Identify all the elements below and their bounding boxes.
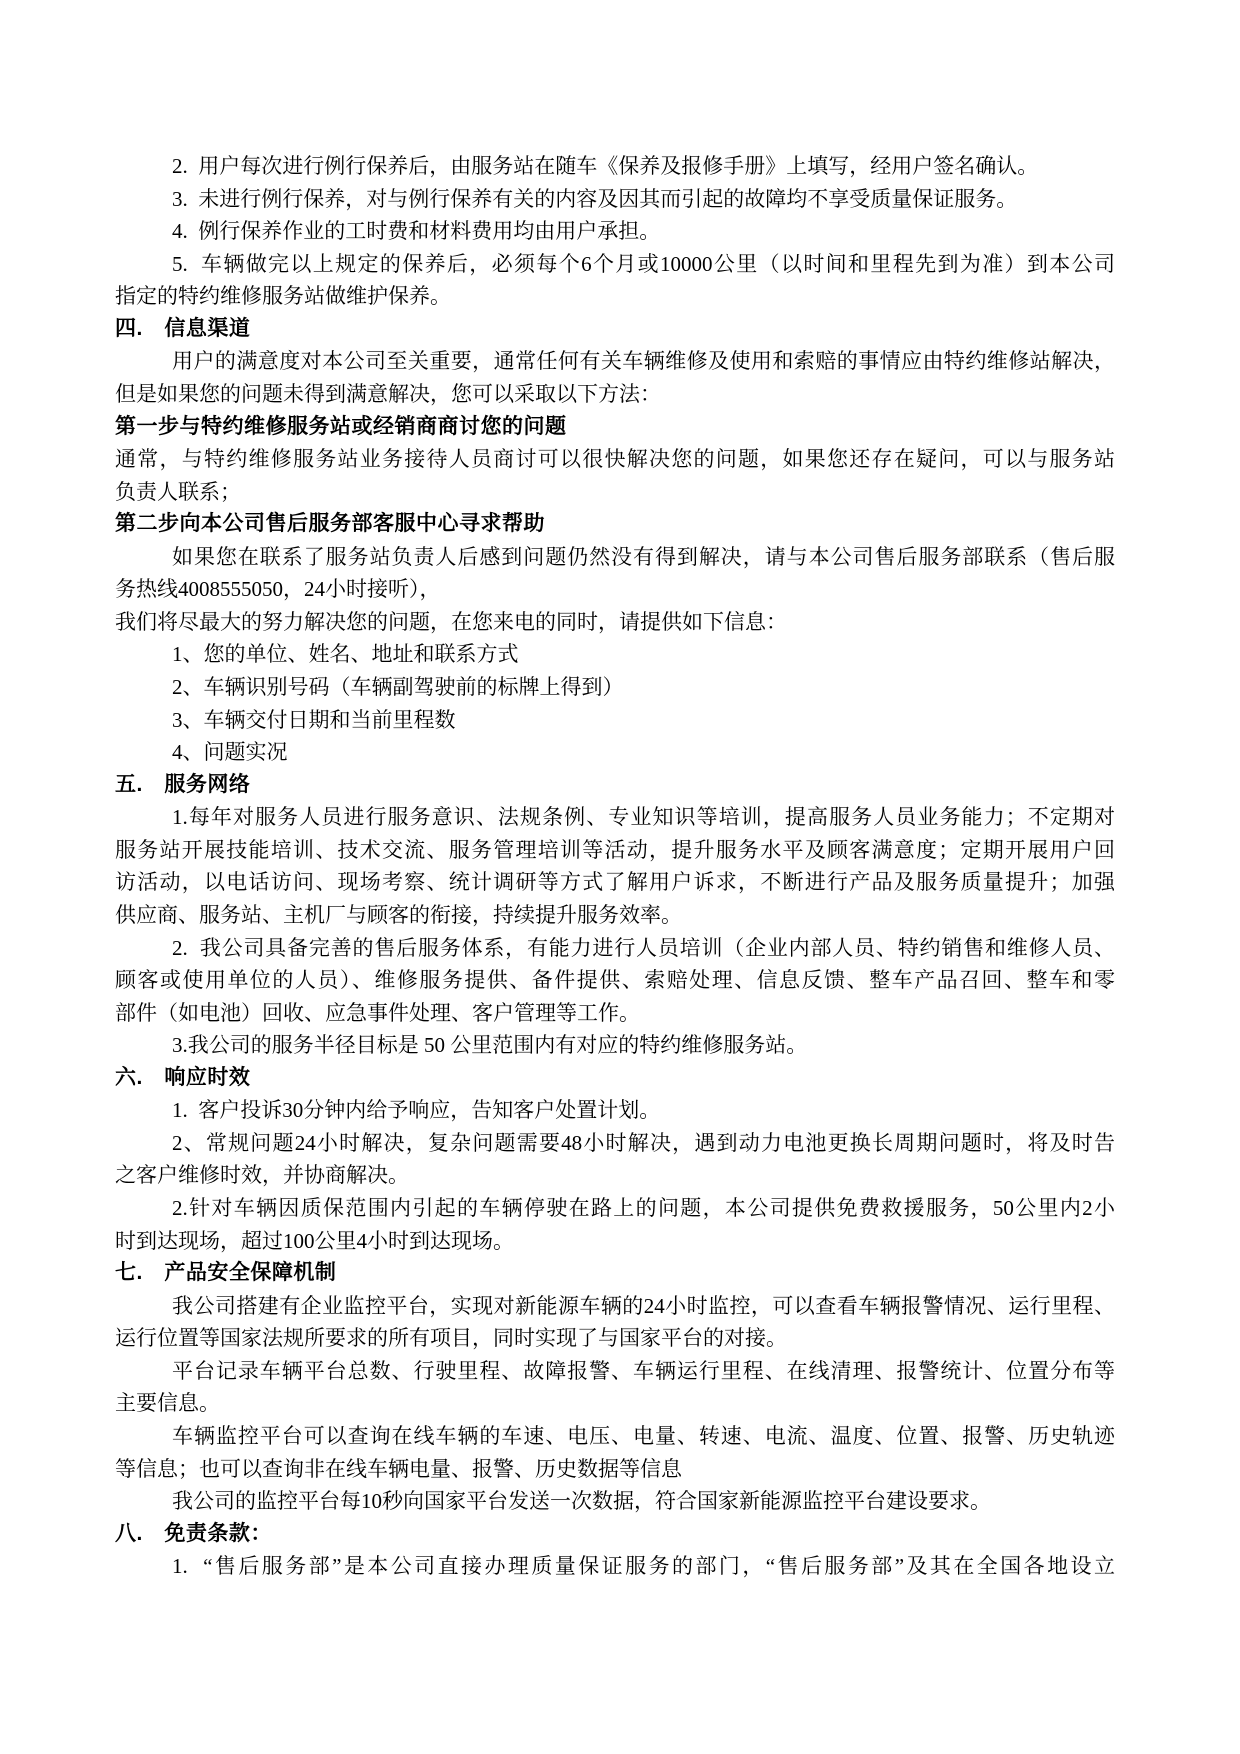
text-line: 顾客或使用单位的人员）、维修服务提供、备件提供、索赔处理、信息反馈、整车产品召回、整车和零	[115, 968, 1115, 993]
text-line: 如果您在联系了服务站负责人后感到问题仍然没有得到解决，请与本公司售后服务部联系（售后服	[172, 544, 1115, 569]
list-item: 2.针对车辆因质保范围内引起的车辆停驶在路上的问题，本公司提供免费救援服务，50公里内2小	[172, 1196, 1115, 1220]
list-item: 4. 例行保养作业的工时费和材料费用均由用户承担。	[172, 219, 661, 244]
text-line: 但是如果您的问题未得到满意解决，您可以采取以下方法：	[115, 381, 661, 406]
list-item: 1. 客户投诉30分钟内给予响应，告知客户处置计划。	[172, 1098, 661, 1123]
heading-section-7: 七. 产品安全保障机制	[115, 1261, 337, 1285]
text-line: 平台记录车辆平台总数、行驶里程、故障报警、车辆运行里程、在线清理、报警统计、位置分布等	[172, 1358, 1115, 1383]
list-item: 2. 用户每次进行例行保养后，由服务站在随车《保养及报修手册》上填写，经用户签名确认。	[172, 154, 1039, 178]
text-line: 车辆监控平台可以查询在线车辆的车速、电压、电量、转速、电流、温度、位置、报警、历史轨迹	[172, 1423, 1115, 1448]
list-item: 2、常规问题24小时解决，复杂问题需要48小时解决，遇到动力电池更换长周期问题时，将及时告	[172, 1130, 1115, 1155]
list-item: 2. 我公司具备完善的售后服务体系，有能力进行人员培训（企业内部人员、特约销售和维修人员、	[172, 935, 1115, 960]
text-line: 供应商、服务站、主机厂与顾客的衔接，持续提升服务效率。	[115, 902, 682, 927]
text-line: 等信息；也可以查询非在线车辆电量、报警、历史数据等信息	[115, 1456, 682, 1481]
text-line: 指定的特约维修服务站做维护保养。	[115, 284, 451, 309]
heading-section-5: 五. 服务网络	[115, 772, 251, 796]
text-line: 我公司搭建有企业监控平台，实现对新能源车辆的24小时监控，可以查看车辆报警情况、运行里程、	[172, 1293, 1115, 1318]
text-line: 访活动，以电话访问、现场考察、统计调研等方式了解用户诉求，不断进行产品及服务质量提升；加强	[115, 870, 1115, 895]
heading-section-6: 六. 响应时效	[115, 1065, 251, 1089]
text-line: 用户的满意度对本公司至关重要，通常任何有关车辆维修及使用和索赔的事情应由特约维修站解决，	[172, 349, 1115, 374]
heading-step-2: 第二步向本公司售后服务部客服中心寻求帮助	[115, 512, 545, 536]
text-line: 我们将尽最大的努力解决您的问题，在您来电的同时，请提供如下信息：	[115, 609, 787, 634]
list-item: 1、您的单位、姓名、地址和联系方式	[172, 642, 519, 667]
heading-section-8: 八. 免责条款：	[115, 1521, 272, 1545]
list-item: 1.每年对服务人员进行服务意识、法规条例、专业知识等培训，提高服务人员业务能力；不定期对	[172, 805, 1115, 830]
text-line: 运行位置等国家法规所要求的所有项目，同时实现了与国家平台的对接。	[115, 1326, 787, 1351]
heading-step-1: 第一步与特约维修服务站或经销商商讨您的问题	[115, 414, 567, 438]
text-line: 负责人联系；	[115, 479, 241, 504]
list-item: 3、车辆交付日期和当前里程数	[172, 707, 456, 732]
text-line: 之客户维修时效，并协商解决。	[115, 1163, 409, 1188]
text-line: 我公司的监控平台每10秒向国家平台发送一次数据，符合国家新能源监控平台建设要求。	[172, 1489, 991, 1514]
text-line: 时到达现场，超过100公里4小时到达现场。	[115, 1228, 514, 1253]
list-item: 3. 未进行例行保养，对与例行保养有关的内容及因其而引起的故障均不享受质量保证服务。	[172, 186, 1018, 211]
list-item: 2、车辆识别号码（车辆副驾驶前的标牌上得到）	[172, 675, 624, 699]
heading-section-4: 四. 信息渠道	[115, 316, 251, 340]
list-item: 4、问题实况	[172, 740, 288, 765]
list-item: 3.我公司的服务半径目标是 50 公里范围内有对应的特约维修服务站。	[172, 1033, 808, 1058]
text-line: 部件（如电池）回收、应急事件处理、客户管理等工作。	[115, 1000, 640, 1025]
list-item: 5. 车辆做完以上规定的保养后，必须每个6个月或10000公里（以时间和里程先到为准）到本公司	[172, 251, 1115, 276]
list-item: 1. “售后服务部”是本公司直接办理质量保证服务的部门，“售后服务部”及其在全国各地设立	[172, 1554, 1115, 1579]
text-line: 务热线4008555050，24小时接听），	[115, 577, 441, 602]
text-line: 服务站开展技能培训、技术交流、服务管理培训等活动，提升服务水平及顾客满意度；定期开展用户回	[115, 837, 1115, 862]
text-line: 通常，与特约维修服务站业务接待人员商讨可以很快解决您的问题，如果您还存在疑问，可以与服务站	[115, 447, 1115, 472]
text-line: 主要信息。	[115, 1391, 220, 1416]
